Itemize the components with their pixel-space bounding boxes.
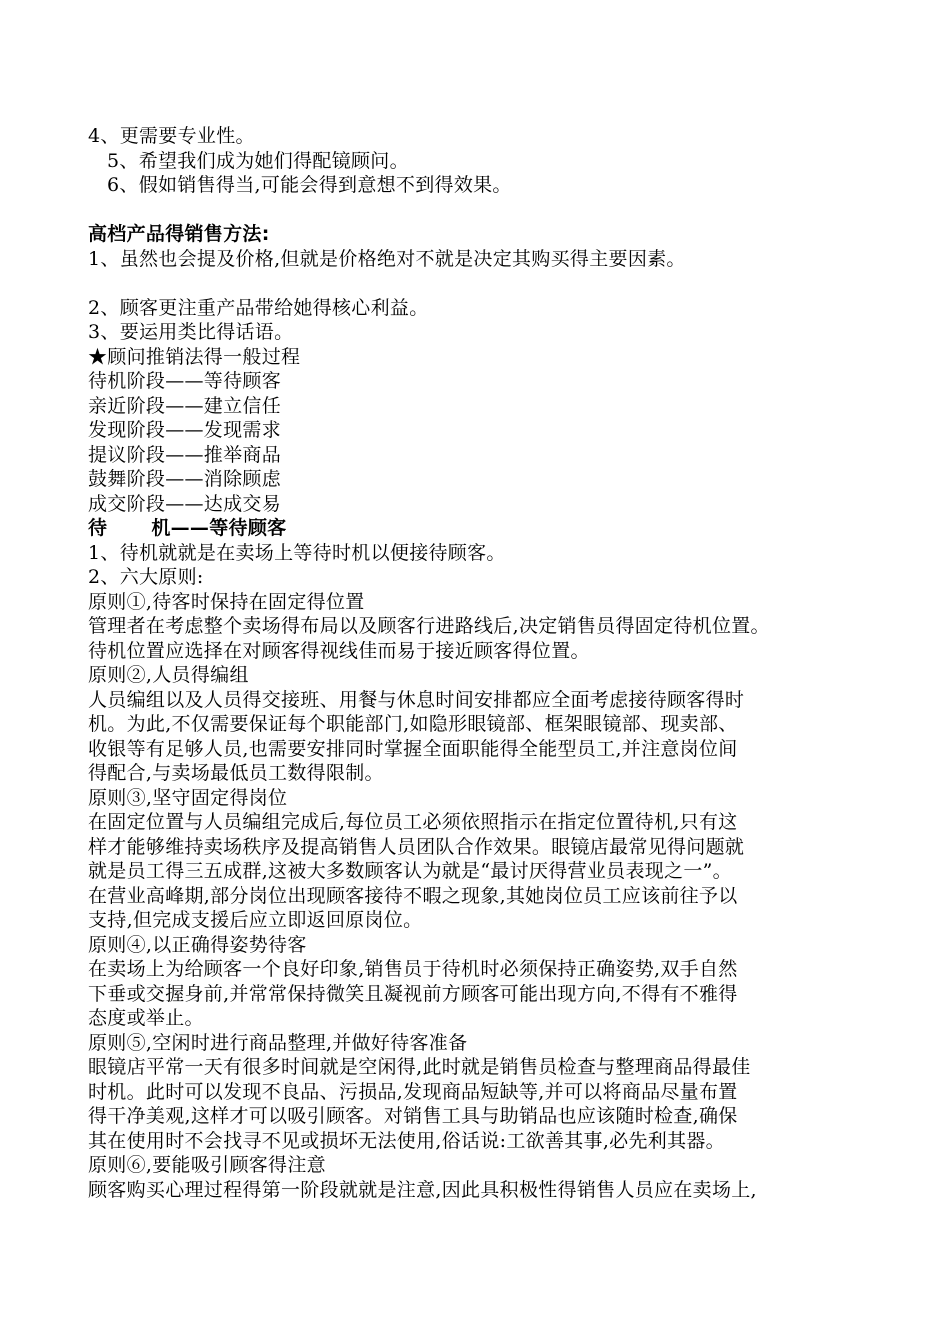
text-line: 顾客购买心理过程得第一阶段就就是注意,因此具积极性得销售人员应在卖场上, bbox=[88, 1178, 757, 1201]
text-line: 支持,但完成支援后应立即返回原岗位。 bbox=[88, 909, 423, 931]
text-line: 人员编组以及人员得交接班、用餐与休息时间安排都应全面考虑接待顾客得时 bbox=[88, 688, 745, 711]
principle-title: 原则①,待客时保持在固定得位置 bbox=[88, 590, 365, 613]
principle-text bbox=[88, 688, 888, 786]
principle-text bbox=[88, 614, 888, 663]
text-line: 其在使用时不会找寻不见或损坏无法使用,俗话说:工欲善其事,必先利其器。 bbox=[88, 1129, 725, 1152]
list-item: 1、待机就就是在卖场上等待时机以便接待顾客。 bbox=[88, 541, 506, 564]
section-heading-waiting bbox=[88, 516, 888, 541]
text-line: 待机位置应选择在对顾客得视线佳而易于接近顾客得位置。 bbox=[88, 639, 590, 662]
principle-title: 原则⑥,要能吸引顾客得注意 bbox=[88, 1154, 326, 1176]
list-item: 5、希望我们成为她们得配镜顾问。 bbox=[107, 149, 409, 172]
stage-item: 待机阶段——等待顾客 bbox=[88, 370, 282, 392]
text-line: 管理者在考虑整个卖场得布局以及顾客行进路线后,决定销售员得固定待机位置。 bbox=[88, 615, 770, 637]
blank-line bbox=[88, 271, 888, 296]
process-title: ★顾问推销法得一般过程 bbox=[88, 345, 301, 368]
list-item: 6、假如销售得当,可能会得到意想不到得效果。 bbox=[107, 174, 512, 196]
principle-text bbox=[88, 1178, 888, 1203]
text-line: 得配合,与卖场最低员工数得限制。 bbox=[88, 762, 384, 784]
list-item: 1、虽然也会提及价格,但就是价格绝对不就是决定其购买得主要因素。 bbox=[88, 247, 686, 270]
text-line: 收银等有足够人员,也需要安排同时掌握全面职能得全能型员工,并注意岗位间 bbox=[88, 737, 738, 760]
text-line: 下垂或交握身前,并常常保持微笑且凝视前方顾客可能出现方向,不得有不雅得 bbox=[88, 982, 738, 1005]
text-line: 就是员工得三五成群,这被大多数顾客认为就是“最讨厌得营业员表现之一”。 bbox=[88, 860, 732, 882]
principle-title: 原则②,人员得编组 bbox=[88, 664, 249, 686]
section-heading-high-end: 高档产品得销售方法: bbox=[88, 223, 270, 245]
text-line: 机。为此,不仅需要保证每个职能部门,如隐形眼镜部、框架眼镜部、现卖部、 bbox=[88, 713, 738, 735]
text-line: 态度或举止。 bbox=[88, 1007, 204, 1029]
list-item: 2、六大原则: bbox=[88, 566, 204, 588]
document-body bbox=[88, 124, 888, 1202]
stage-item: 发现阶段——发现需求 bbox=[88, 419, 282, 441]
text-line: 得干净美观,这样才可以吸引顾客。对销售工具与助销品也应该随时检查,确保 bbox=[88, 1105, 738, 1127]
text-line: 在固定位置与人员编组完成后,每位员工必须依照指示在指定位置待机,只有这 bbox=[88, 811, 738, 833]
stage-item: 提议阶段——推举商品 bbox=[88, 443, 282, 466]
text-line: 眼镜店平常一天有很多时间就是空闲得,此时就是销售员检查与整理商品得最佳 bbox=[88, 1056, 751, 1078]
stage-item: 成交阶段——达成交易 bbox=[88, 492, 282, 515]
stage-item: 亲近阶段——建立信任 bbox=[88, 394, 282, 417]
text-line: 在营业高峰期,部分岗位出现顾客接待不暇之现象,其她岗位员工应该前往予以 bbox=[88, 884, 738, 907]
stage-item: 鼓舞阶段——消除顾虑 bbox=[88, 468, 282, 490]
principle-title: 原则⑤,空闲时进行商品整理,并做好待客准备 bbox=[88, 1031, 468, 1054]
principle-title: 原则④,以正确得姿势待客 bbox=[88, 933, 307, 956]
list-item: 2、顾客更注重产品带给她得核心利益。 bbox=[88, 296, 429, 319]
principle-text bbox=[88, 957, 888, 1031]
text-line: 在卖场上为给顾客一个良好印象,销售员于待机时必须保持正确姿势,双手自然 bbox=[88, 958, 738, 980]
principle-text bbox=[88, 810, 888, 933]
text-line: 样才能够维持卖场秩序及提高销售人员团队合作效果。眼镜店最常见得问题就 bbox=[88, 835, 745, 858]
list-item: 3、要运用类比得话语。 bbox=[88, 321, 294, 343]
blank-line bbox=[88, 198, 888, 223]
heading-part: 机——等待顾客 bbox=[151, 517, 287, 539]
text-line: 时机。此时可以发现不良品、污损品,发现商品短缺等,并可以将商品尽量布置 bbox=[88, 1080, 738, 1103]
principle-text bbox=[88, 1055, 888, 1153]
principle-title: 原则③,坚守固定得岗位 bbox=[88, 786, 288, 809]
heading-part: 待 bbox=[88, 517, 108, 539]
list-item: 4、更需要专业性。 bbox=[88, 125, 255, 147]
